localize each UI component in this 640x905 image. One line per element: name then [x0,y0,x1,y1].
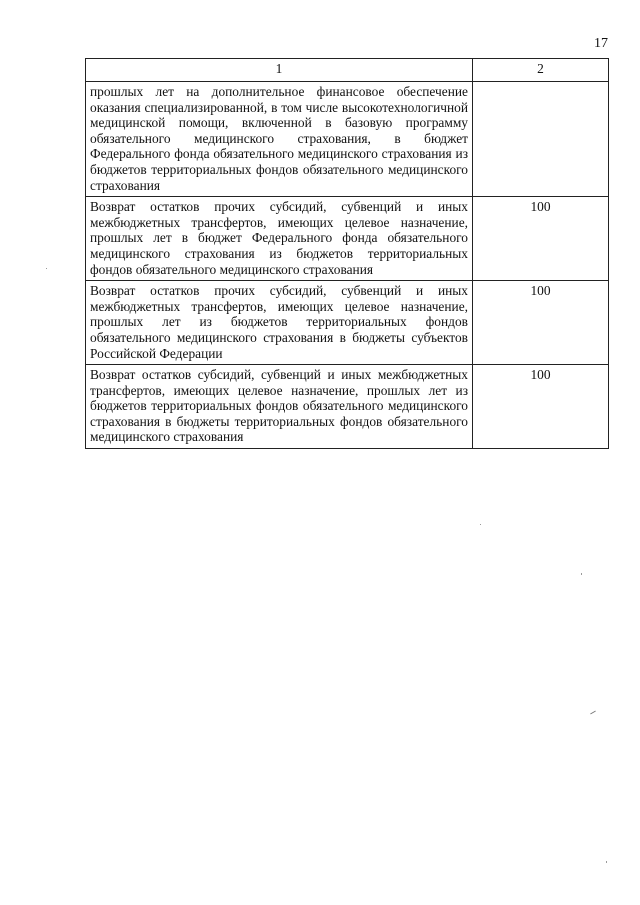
table-row [86,82,609,197]
row-value: 100 [473,281,609,365]
row-description: прошлых лет на дополнительное финансовое обеспечение оказания специализированной, в том числе высокотехнологичной медицинской помощи, включенной в базовую программу обязательного медицинского страхования, в бюджет Федерального фонда обязательного медицинского страхования из бюджетов территориальных фондов обязательного медицинского страхования [86,82,473,197]
table-row [86,197,609,281]
row-value [473,82,609,197]
scan-speck [46,268,47,269]
row-value: 100 [473,197,609,281]
budget-codes-table [85,58,609,449]
row-value: 100 [473,365,609,449]
row-description: Возврат остатков прочих субсидий, субвенций и иных межбюджетных трансфертов, имеющих целевое назначение, прошлых лет в бюджет Федерального фонда обязательного медицинского страхования из бюджетов территориальных фондов обязательного медицинского страхования [86,197,473,281]
header-row [86,59,609,82]
column-header-1: 1 [86,59,473,82]
scan-speck [590,711,596,715]
table-header [86,59,609,82]
table-row [86,281,609,365]
scan-speck [480,524,481,525]
column-header-2: 2 [473,59,609,82]
scan-speck [606,861,607,863]
row-description: Возврат остатков прочих субсидий, субвенций и иных межбюджетных трансфертов, имеющих целевое назначение, прошлых лет из бюджетов территориальных фондов обязательного медицинского страхования в бюджеты субъектов Российской Федерации [86,281,473,365]
table-body [86,82,609,449]
table-row [86,365,609,449]
row-description: Возврат остатков субсидий, субвенций и иных межбюджетных трансфертов, имеющих целевое назначение, прошлых лет из бюджетов территориальных фондов обязательного медицинского страхования в бюджеты территориальных фондов обязательного медицинского страхования [86,365,473,449]
page-number: 17 [594,36,608,51]
scan-speck [581,573,582,575]
